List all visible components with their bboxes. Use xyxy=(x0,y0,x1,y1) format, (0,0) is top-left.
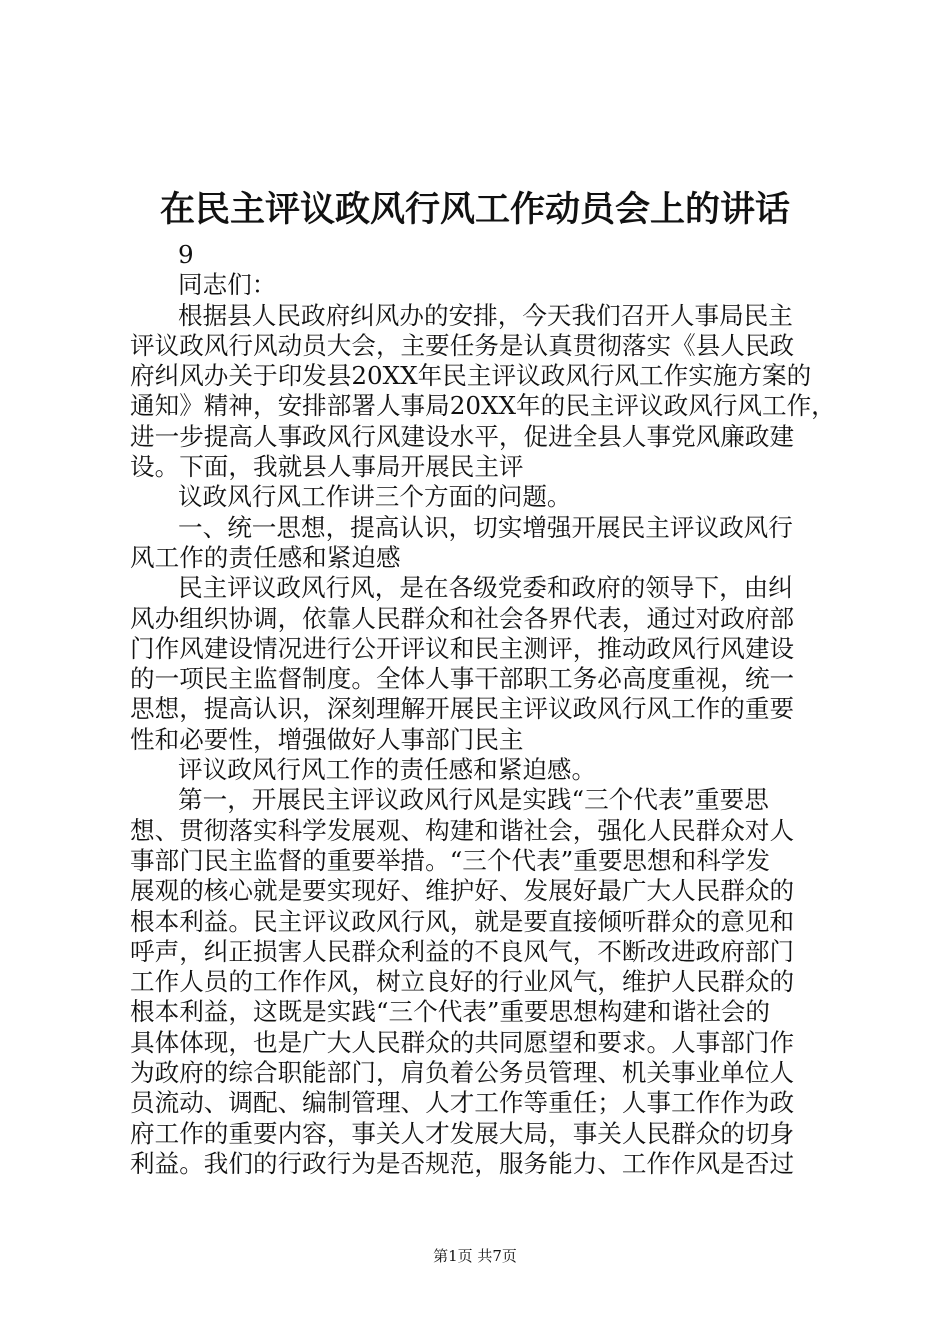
text-line: 具体体现，也是广大人民群众的共同愿望和要求。人事部门作 xyxy=(130,1027,795,1057)
text-line: 民主评议政风行风，是在各级党委和政府的领导下，由纠 xyxy=(178,573,793,603)
text-line: 根本利益。民主评议政风行风，就是要直接倾听群众的意见和 xyxy=(130,906,795,936)
text-line: 评议政风行风工作的责任感和紧迫感。 xyxy=(178,755,597,785)
text-line: 议政风行风工作讲三个方面的问题。 xyxy=(178,482,572,512)
text-line: 风工作的责任感和紧迫感 xyxy=(130,542,401,572)
text-line: 风办组织协调，依靠人民群众和社会各界代表，通过对政府部 xyxy=(130,603,795,633)
text-line: 门作风建设情况进行公开评议和民主测评，推动政风行风建设 xyxy=(130,633,795,663)
text-line: 进一步提高人事政风行风建设水平，促进全县人事党风廉政建 xyxy=(130,421,795,451)
text-line: 呼声，纠正损害人民群众利益的不良风气，不断改进政府部门 xyxy=(130,936,795,966)
page-footer: 第1页 共7页 xyxy=(433,1247,517,1265)
text-line: 设。下面，我就县人事局开展民主评 xyxy=(130,452,524,482)
text-line: 工作人员的工作作风，树立良好的行业风气，维护人民群众的 xyxy=(130,967,795,997)
document-title: 在民主评议政风行风工作动员会上的讲话 xyxy=(159,189,790,230)
text-line: 根据县人民政府纠风办的安排，今天我们召开人事局民主 xyxy=(178,300,793,330)
text-line: 一、统一思想，提高认识，切实增强开展民主评议政风行 xyxy=(178,512,793,542)
text-line: 第一，开展民主评议政风行风是实践“三个代表”重要思 xyxy=(178,785,769,815)
text-line: 评议政风行风动员大会，主要任务是认真贯彻落实《县人民政 xyxy=(130,330,795,360)
text-line: 事部门民主监督的重要举措。“三个代表”重要思想和科学发 xyxy=(130,845,770,875)
text-line: 员流动、调配、编制管理、人才工作等重任；人事工作作为政 xyxy=(130,1088,795,1118)
text-line: 通知》精神，安排部署人事局20XX年的民主评议政风行风工作， xyxy=(130,391,836,421)
text-line: 展观的核心就是要实现好、维护好、发展好最广大人民群众的 xyxy=(130,876,795,906)
text-line: 性和必要性，增强做好人事部门民主 xyxy=(130,724,524,754)
text-line: 根本利益，这既是实践“三个代表”重要思想构建和谐社会的 xyxy=(130,997,770,1027)
text-line: 思想，提高认识，深刻理解开展民主评议政风行风工作的重要 xyxy=(130,694,795,724)
document-body xyxy=(130,240,836,1179)
text-line: 府工作的重要内容，事关人才发展大局，事关人民群众的切身 xyxy=(130,1118,795,1148)
text-line: 9 xyxy=(178,240,194,269)
text-line: 为政府的综合职能部门，肩负着公务员管理、机关事业单位人 xyxy=(130,1058,795,1088)
text-line: 同志们： xyxy=(178,270,277,300)
text-line: 利益。我们的行政行为是否规范，服务能力、工作作风是否过 xyxy=(130,1148,795,1178)
text-line: 的一项民主监督制度。全体人事干部职工务必高度重视，统一 xyxy=(130,664,795,694)
text-line: 府纠风办关于印发县20XX年民主评议政风行风工作实施方案的 xyxy=(130,361,812,391)
text-line: 想、贯彻落实科学发展观、构建和谐社会，强化人民群众对人 xyxy=(130,815,795,845)
